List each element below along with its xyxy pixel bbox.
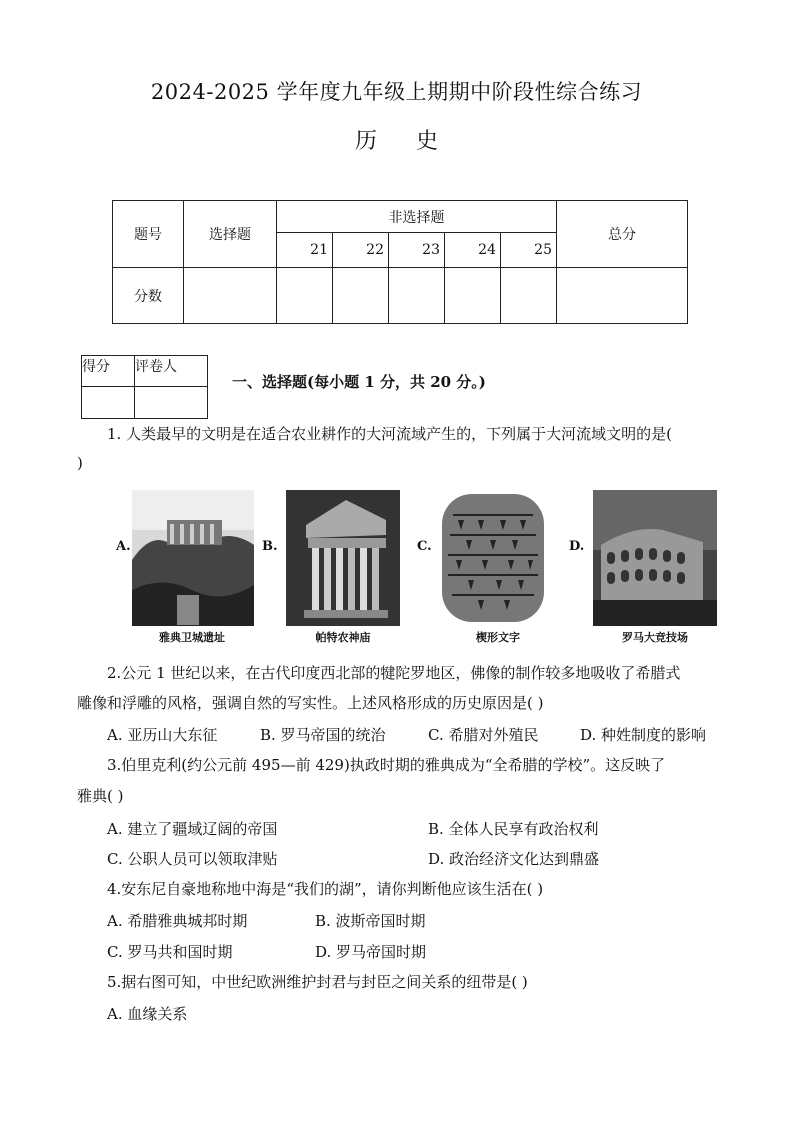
question-3-line1: 3.伯里克利(约公元前 495—前 429)执政时期的雅典成为“全希腊的学校”。这反映了 xyxy=(107,756,666,774)
q5-option: A. 血缘关系 xyxy=(107,1005,188,1023)
q1-option-letter: C. xyxy=(417,539,432,554)
q4-option: A. 希腊雅典城邦时期 xyxy=(107,912,248,930)
question-1-line1: 1. 人类最早的文明是在适合农业耕作的大河流域产生的，下列属于大河流域文明的是( xyxy=(107,425,672,443)
question-5-text: 5.据右图可知，中世纪欧洲维护封君与封臣之间关系的纽带是( ) xyxy=(107,973,528,991)
exam-title: 2024-2025 学年度九年级上期期中阶段性综合练习 xyxy=(150,80,643,104)
q2-option: D. 种姓制度的影响 xyxy=(580,726,707,744)
score-table-q-number: 23 xyxy=(389,233,445,268)
question-1-line2: ) xyxy=(77,454,83,472)
grader-score-cell xyxy=(82,387,135,419)
q1-option-caption: 楔形文字 xyxy=(476,631,520,644)
question-2-line1: 2.公元 1 世纪以来，在古代印度西北部的犍陀罗地区，佛像的制作较多地吸收了希腊式 xyxy=(107,664,681,682)
subject-title: 历 史 xyxy=(355,129,454,154)
score-cell xyxy=(389,268,445,324)
question-2-line2: 雕像和浮雕的风格，强调自然的写实性。上述风格形成的历史原因是( ) xyxy=(77,694,544,712)
score-table-total-label: 总分 xyxy=(557,201,688,268)
q2-option: C. 希腊对外殖民 xyxy=(428,726,539,744)
score-table-row-label: 分数 xyxy=(113,268,184,324)
question-4-text: 4.安东尼自豪地称地中海是“我们的湖”，请你判断他应该生活在( ) xyxy=(107,880,544,898)
score-table-q-number: 24 xyxy=(445,233,501,268)
q2-option: A. 亚历山大东征 xyxy=(107,726,218,744)
q4-option: C. 罗马共和国时期 xyxy=(107,943,233,961)
score-cell xyxy=(445,268,501,324)
grader-name-cell xyxy=(135,387,208,419)
grader-score-label: 得分 xyxy=(82,356,135,387)
q2-option: B. 罗马帝国的统治 xyxy=(260,726,386,744)
section-title: 一、选择题(每小题 1 分，共 20 分。) xyxy=(232,373,486,391)
q1-option-caption: 罗马大竞技场 xyxy=(622,631,688,644)
score-table-col-label: 题号 xyxy=(113,201,184,268)
q3-option: D. 政治经济文化达到鼎盛 xyxy=(428,850,600,868)
q4-option: B. 波斯帝国时期 xyxy=(315,912,426,930)
acropolis-photo-icon xyxy=(132,490,254,626)
q1-option-letter: B. xyxy=(262,539,278,554)
q1-option-letter: A. xyxy=(116,539,131,554)
parthenon-photo-icon xyxy=(286,490,400,626)
grader-name-label: 评卷人 xyxy=(135,356,208,387)
cuneiform-tablet-photo-icon xyxy=(438,490,548,626)
q1-option-caption: 雅典卫城遗址 xyxy=(159,631,225,644)
score-table-choice-label: 选择题 xyxy=(184,201,277,268)
q3-option: C. 公职人员可以领取津贴 xyxy=(107,850,278,868)
score-table-q-number: 25 xyxy=(501,233,557,268)
score-cell xyxy=(277,268,333,324)
q3-option: B. 全体人民享有政治权利 xyxy=(428,820,599,838)
score-cell xyxy=(557,268,688,324)
score-cell xyxy=(501,268,557,324)
colosseum-photo-icon xyxy=(593,490,717,626)
question-3-line2: 雅典( ) xyxy=(77,787,124,805)
q1-option-caption: 帕特农神庙 xyxy=(315,631,371,644)
score-table-nonchoice-label: 非选择题 xyxy=(277,201,557,233)
score-table-q-number: 22 xyxy=(333,233,389,268)
score-table-q-number: 21 xyxy=(277,233,333,268)
q4-option: D. 罗马帝国时期 xyxy=(315,943,427,961)
q3-option: A. 建立了疆域辽阔的帝国 xyxy=(107,820,278,838)
score-cell xyxy=(333,268,389,324)
grader-box xyxy=(81,355,208,419)
q1-option-letter: D. xyxy=(569,539,585,554)
score-cell xyxy=(184,268,277,324)
score-table xyxy=(112,200,688,324)
